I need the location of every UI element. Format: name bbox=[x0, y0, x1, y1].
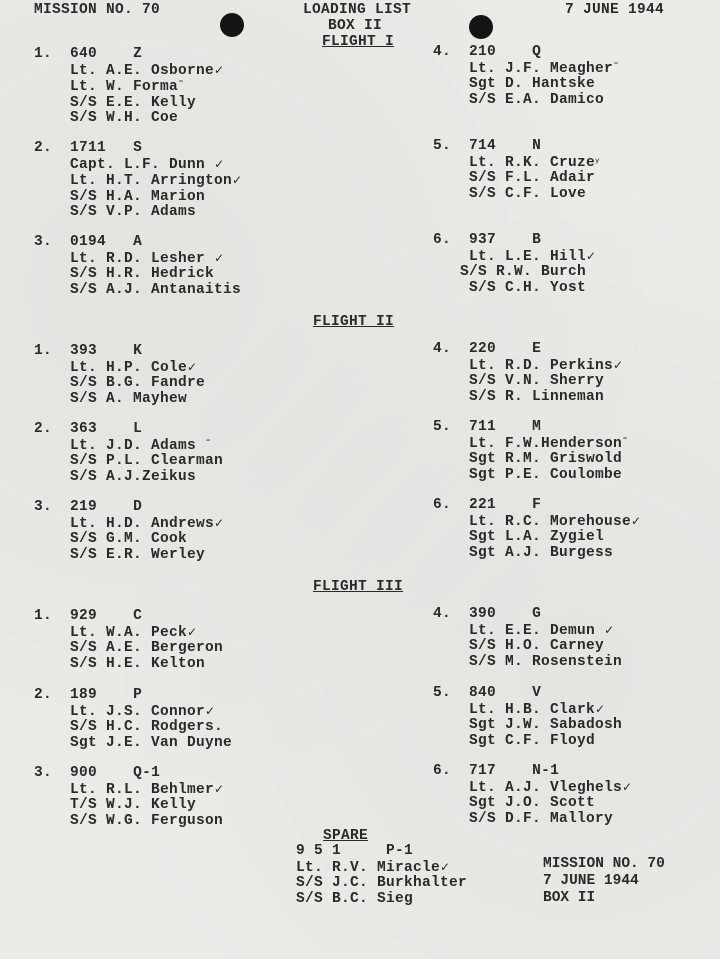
spare-heading: SPARE bbox=[323, 828, 369, 844]
crew-member: Capt. L.F. Dunn bbox=[70, 156, 206, 173]
crew-member: S/S H.O. Carney bbox=[469, 638, 605, 655]
check-mark-icon: ˉ bbox=[622, 435, 629, 450]
crew-member: Sgt L.A. Zygiel bbox=[469, 529, 605, 546]
flight-1-entry-3: 3. 0194 A Lt. R.D. Lesher ✓ S/S H.R. Hedrick S/S A.J. Antanaitis bbox=[34, 234, 242, 298]
spare-entry bbox=[296, 844, 467, 907]
flight-1-entry-4: 4. 210 Q Lt. J.F. Meagherˉ Sgt D. Hantske S/S E.A. Damico bbox=[433, 44, 620, 108]
crew-member: S/S G.M. Cook bbox=[70, 531, 188, 548]
crew-member: Sgt J.W. Sabadosh bbox=[469, 717, 623, 734]
check-mark-icon: ✓ bbox=[214, 250, 225, 265]
crew-member: S/S C.F. Love bbox=[469, 185, 587, 202]
check-mark-icon: ˉ bbox=[178, 79, 185, 94]
crew-member: S/S A.J. Antanaitis bbox=[70, 281, 242, 298]
crew-member: Lt. R.D. Perkins bbox=[469, 357, 614, 374]
crew-member: S/S B.C. Sieg bbox=[296, 890, 414, 907]
crew-member: Lt. A.E. Osborne bbox=[70, 62, 215, 79]
footer-box: BOX II bbox=[543, 890, 596, 906]
check-mark-icon: ✓ bbox=[595, 701, 606, 716]
crew-member: S/S E.E. Kelly bbox=[70, 94, 197, 111]
check-mark-icon: ✓ bbox=[205, 703, 216, 718]
crew-member: Lt. W. Forma bbox=[70, 79, 179, 96]
crew-member: Lt. H.T. Arrington bbox=[70, 173, 233, 190]
crew-member: Lt. A.J. Vleghels bbox=[469, 779, 623, 796]
crew-member: S/S H.A. Marion bbox=[70, 188, 206, 205]
flight-2-entry-1: 1. 393 K Lt. H.P. Cole✓ S/S B.G. Fandre S/S A. Mayhew bbox=[34, 343, 206, 407]
crew-member: Lt. F.W.Henderson bbox=[469, 435, 623, 452]
flight-3-entry-3: 3. 900 Q-1 Lt. R.L. Behlmer✓ T/S W.J. Kelly S/S W.G. Ferguson bbox=[34, 765, 225, 829]
crew-member: S/S B.G. Fandre bbox=[70, 375, 206, 392]
check-mark-icon: ʸ bbox=[595, 154, 600, 169]
flight-2-entry-3: 3. 219 D Lt. H.D. Andrews✓ S/S G.M. Cook S/S E.R. Werley bbox=[34, 499, 225, 563]
footer-info bbox=[543, 856, 665, 907]
plane-letter: Z bbox=[133, 46, 143, 62]
crew-member: S/S E.R. Werley bbox=[70, 546, 206, 563]
flight-3-entry-1: 1. 929 C Lt. W.A. Peck✓ S/S A.E. Bergeron S/S H.E. Kelton bbox=[34, 608, 224, 672]
entry-position: 1. bbox=[34, 46, 53, 62]
flight-2-entry-2: 2. 363 L Lt. J.D. Adams ˉ S/S P.L. Clearman S/S A.J.Zeikus bbox=[34, 421, 224, 485]
crew-member: Lt. J.F. Meagher bbox=[469, 60, 614, 77]
flight-3-entry-2: 2. 189 P Lt. J.S. Connor✓ S/S H.C. Rodgers. Sgt J.E. Van Duyne bbox=[34, 687, 233, 751]
flight-2-heading: FLIGHT II bbox=[313, 314, 395, 330]
flight-1-entry-2: 2. 1711 S Capt. L.F. Dunn ✓ Lt. H.T. Arrington✓ S/S H.A. Marion S/S V.P. Adams bbox=[34, 140, 243, 221]
flight-1-entry-6: 6. 937 B Lt. L.E. Hill✓ S/S R.W. Burch S/S C.H. Yost bbox=[433, 232, 597, 296]
header-date: 7 JUNE 1944 bbox=[565, 2, 665, 18]
punch-hole-right bbox=[469, 15, 493, 39]
check-mark-icon: ✓ bbox=[187, 624, 198, 639]
crew-member: S/S V.P. Adams bbox=[70, 204, 197, 221]
crew-member: Lt. H.B. Clark bbox=[469, 701, 596, 718]
plane-number: 9 5 1 bbox=[296, 843, 342, 859]
flight-3-entry-5: 5. 840 V Lt. H.B. Clark✓ Sgt J.W. Sabadosh Sgt C.F. Floyd bbox=[433, 685, 623, 749]
crew-member: Sgt R.M. Griswold bbox=[469, 451, 623, 468]
crew-member: Lt. H.P. Cole bbox=[70, 359, 188, 376]
punch-hole-left bbox=[220, 13, 244, 37]
plane-number: 640 bbox=[70, 46, 98, 62]
crew-member: Sgt A.J. Burgess bbox=[469, 544, 614, 561]
crew-member: S/S H.R. Hedrick bbox=[70, 266, 215, 283]
crew-member: S/S R. Linneman bbox=[469, 388, 605, 405]
check-mark-icon: ✓ bbox=[232, 173, 243, 188]
check-mark-icon: ✓ bbox=[214, 62, 225, 77]
crew-member: Sgt P.E. Coulombe bbox=[469, 466, 623, 483]
check-mark-icon: ✓ bbox=[214, 781, 225, 796]
crew-member: S/S A.J.Zeikus bbox=[70, 468, 197, 485]
crew-member: Lt. R.V. Miracle bbox=[296, 859, 441, 876]
crew-member: S/S H.C. Rodgers. bbox=[70, 719, 224, 736]
crew-member: S/S R.W. Burch bbox=[460, 264, 587, 281]
crew-member: Lt. R.K. Cruze bbox=[469, 154, 596, 171]
flight-3-entry-6: 6. 717 N-1 Lt. A.J. Vleghels✓ Sgt J.O. Scott S/S D.F. Mallory bbox=[433, 763, 633, 827]
check-mark-icon: ✓ bbox=[604, 622, 615, 637]
flight-1-entry-5: 5. 714 N Lt. R.K. Cruzeʸ S/S F.L. Adair S/S C.F. Love bbox=[433, 138, 600, 202]
flight-3-entry-4: 4. 390 G Lt. E.E. Demun ✓ S/S H.O. Carney S/S M. Rosenstein bbox=[433, 606, 623, 670]
check-mark-icon: ✓ bbox=[187, 359, 198, 374]
crew-member: Lt. J.S. Connor bbox=[70, 703, 206, 720]
crew-member: Sgt C.F. Floyd bbox=[469, 732, 596, 749]
flight-1-heading: FLIGHT I bbox=[322, 34, 395, 50]
crew-member: S/S F.L. Adair bbox=[469, 170, 596, 187]
flight-2-entry-4: 4. 220 E Lt. R.D. Perkins✓ S/S V.N. Sherry S/S R. Linneman bbox=[433, 341, 624, 405]
crew-member: S/S W.G. Ferguson bbox=[70, 812, 224, 829]
crew-member: S/S C.H. Yost bbox=[469, 279, 587, 296]
crew-member: S/S V.N. Sherry bbox=[469, 373, 605, 390]
crew-member: S/S A.E. Bergeron bbox=[70, 640, 224, 657]
footer-mission: MISSION NO. 70 bbox=[543, 856, 665, 872]
crew-member: Sgt D. Hantske bbox=[469, 76, 596, 93]
crew-member: S/S H.E. Kelton bbox=[70, 655, 206, 672]
crew-member: S/S M. Rosenstein bbox=[469, 653, 623, 670]
crew-member: T/S W.J. Kelly bbox=[70, 797, 197, 814]
crew-member: Lt. E.E. Demun bbox=[469, 622, 596, 639]
check-mark-icon: ✓ bbox=[214, 156, 225, 171]
crew-member: S/S P.L. Clearman bbox=[70, 453, 224, 470]
header-box: BOX II bbox=[328, 18, 383, 34]
crew-member: S/S A. Mayhew bbox=[70, 390, 188, 407]
plane-letter: P-1 bbox=[386, 843, 414, 859]
crew-member: Lt. H.D. Andrews bbox=[70, 515, 215, 532]
crew-member: Lt. R.D. Lesher bbox=[70, 250, 206, 267]
crew-member: S/S E.A. Damico bbox=[469, 91, 605, 108]
flight-1-entry-1 bbox=[34, 47, 224, 127]
check-mark-icon: ✓ bbox=[622, 779, 633, 794]
crew-member: S/S J.C. Burkhalter bbox=[296, 875, 468, 892]
crew-member: Sgt J.O. Scott bbox=[469, 795, 596, 812]
footer-date: 7 JUNE 1944 bbox=[543, 873, 639, 889]
check-mark-icon: ✓ bbox=[440, 859, 451, 874]
header-title: LOADING LIST bbox=[303, 2, 412, 18]
crew-member: Lt. L.E. Hill bbox=[469, 248, 587, 265]
check-mark-icon: ✓ bbox=[214, 515, 225, 530]
check-mark-icon: ✓ bbox=[586, 248, 597, 263]
check-mark-icon: ˉ bbox=[205, 437, 212, 452]
flight-2-entry-6: 6. 221 F Lt. R.C. Morehouse✓ Sgt L.A. Zygiel Sgt A.J. Burgess bbox=[433, 497, 642, 561]
crew-member: Lt. R.L. Behlmer bbox=[70, 781, 215, 798]
check-mark-icon: ✓ bbox=[631, 513, 642, 528]
header-mission: MISSION NO. 70 bbox=[34, 2, 161, 18]
crew-member: Lt. J.D. Adams bbox=[70, 437, 197, 454]
check-mark-icon: ˉ bbox=[613, 60, 620, 75]
crew-member: S/S D.F. Mallory bbox=[469, 810, 614, 827]
crew-member: S/S W.H. Coe bbox=[70, 110, 179, 127]
crew-member: Lt. R.C. Morehouse bbox=[469, 513, 632, 530]
crew-member: Lt. W.A. Peck bbox=[70, 624, 188, 641]
flight-3-heading: FLIGHT III bbox=[313, 579, 404, 595]
crew-member: Sgt J.E. Van Duyne bbox=[70, 734, 233, 751]
check-mark-icon: ✓ bbox=[613, 357, 624, 372]
flight-2-entry-5: 5. 711 M Lt. F.W.Hendersonˉ Sgt R.M. Griswold Sgt P.E. Coulombe bbox=[433, 419, 629, 483]
